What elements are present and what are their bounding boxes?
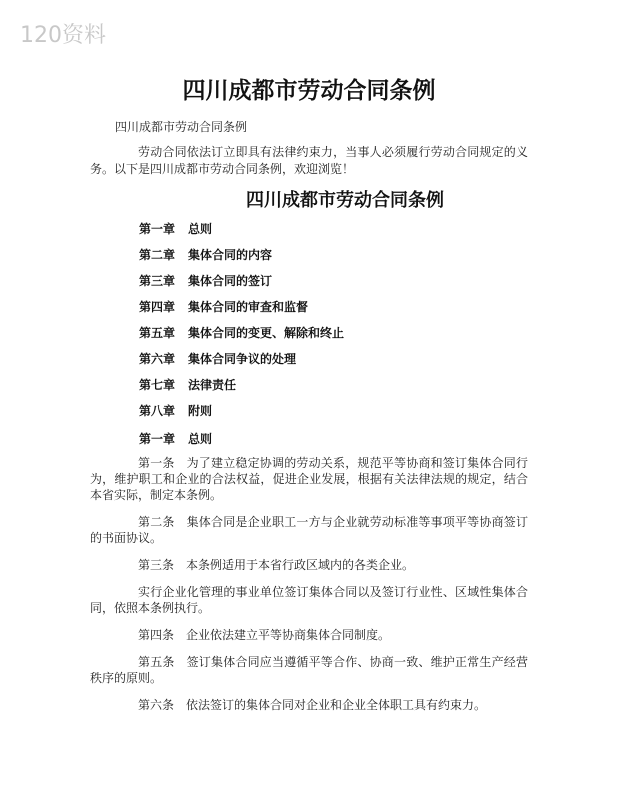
page-title: 四川成都市劳动合同条例 [182,77,436,104]
toc-item [139,377,344,403]
toc-chapter-number: 第三章 [139,274,176,288]
article [90,514,528,546]
article-number: 第三条 [138,558,175,572]
toc-item [139,273,344,299]
article-text: 实行企业化管理的事业单位签订集体合同以及签订行业性、区域性集体合同，依照本条例执行。 [90,585,528,615]
toc-chapter-number: 第六章 [139,352,176,366]
article [90,654,528,686]
section-title: 四川成都市劳动合同条例 [246,190,444,211]
article [90,557,528,573]
toc-item [139,351,344,377]
article [90,627,528,643]
toc-chapter-number: 第二章 [139,248,176,262]
chapter-title: 总则 [188,432,213,446]
toc-chapter-number: 第七章 [139,378,176,392]
intro-paragraph: 劳动合同依法订立即具有法律约束力，当事人必须履行劳动合同规定的义务。以下是四川成都市劳动合同条例，欢迎浏览！ [90,145,528,176]
article-text: 本条例适用于本省行政区域内的各类企业。 [186,558,415,572]
article [90,455,528,503]
chapter-heading [139,430,212,447]
toc-chapter-number: 第一章 [139,222,176,236]
toc-chapter-number: 第八章 [139,404,176,418]
toc-item [139,299,344,325]
toc-item [139,221,344,247]
article-text: 企业依法建立平等协商集体合同制度。 [186,628,391,642]
table-of-contents [139,221,344,429]
toc-chapter-number: 第五章 [139,326,176,340]
article-text: 依法签订的集体合同对企业和企业全体职工具有约束力。 [186,698,487,712]
toc-chapter-title: 附则 [188,404,213,418]
toc-chapter-title: 集体合同的签订 [188,274,273,288]
article-number: 第二条 [138,515,175,529]
toc-item [139,325,344,351]
toc-chapter-title: 集体合同的内容 [188,248,273,262]
chapter-number: 第一章 [139,432,176,446]
toc-item [139,403,344,429]
toc-chapter-title: 集体合同的变更、解除和终止 [188,326,345,340]
toc-chapter-title: 集体合同的审查和监督 [188,300,309,314]
article-number: 第一条 [138,456,175,470]
toc-chapter-title: 总则 [188,222,213,236]
article-text: 集体合同是企业职工一方与企业就劳动标准等事项平等协商签订的书面协议。 [90,515,528,545]
article [90,584,528,616]
article [90,697,528,713]
subtitle: 四川成都市劳动合同条例 [115,120,248,134]
toc-item [139,247,344,273]
article-number: 第六条 [138,698,175,712]
article-number: 第四条 [138,628,175,642]
article-text: 为了建立稳定协调的劳动关系，规范平等协商和签订集体合同行为，维护职工和企业的合法权益，促进企业发展，根据有关法律法规的规定，结合本省实际，制定本条例。 [90,456,528,502]
articles-body [90,455,528,724]
toc-chapter-number: 第四章 [139,300,176,314]
watermark: 120资料 [20,23,106,48]
article-text: 签订集体合同应当遵循平等合作、协商一致、维护正常生产经营秩序的原则。 [90,655,528,685]
toc-chapter-title: 法律责任 [188,378,237,392]
article-number: 第五条 [138,655,175,669]
toc-chapter-title: 集体合同争议的处理 [188,352,297,366]
